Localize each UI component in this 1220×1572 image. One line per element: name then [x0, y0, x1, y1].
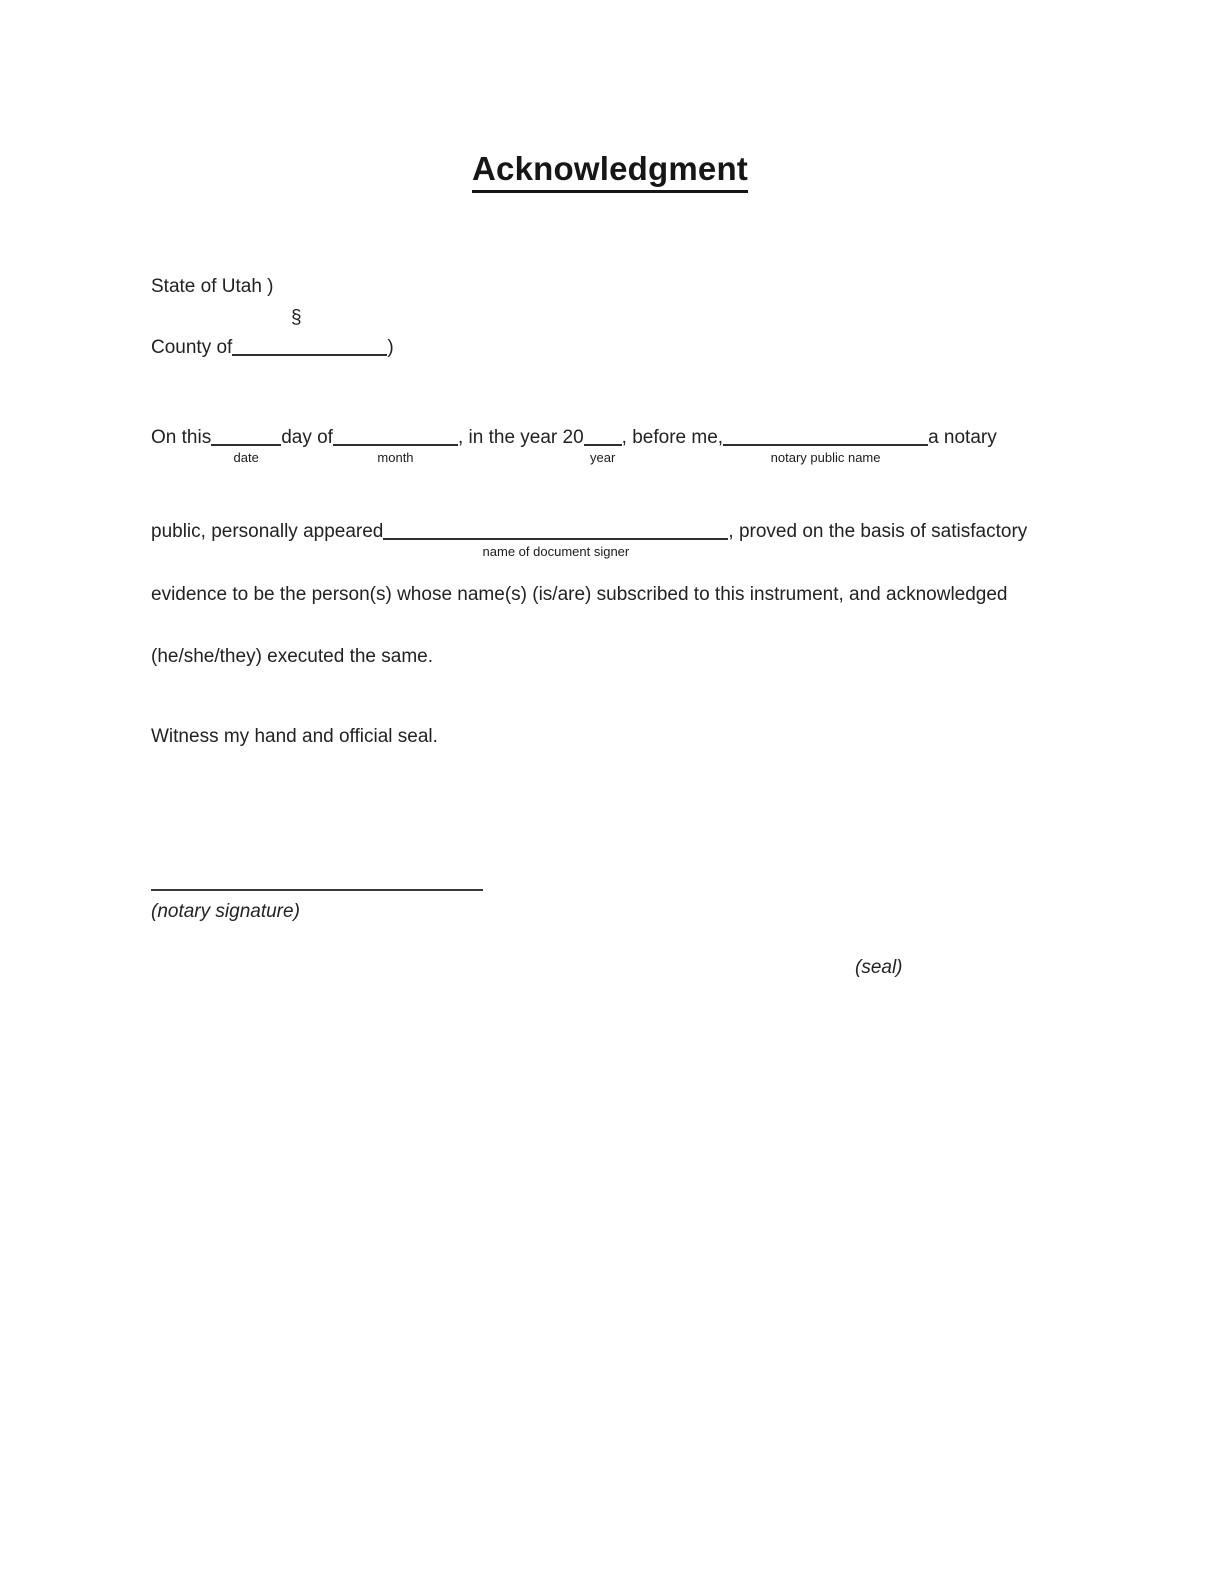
notary-signature-line — [151, 889, 483, 891]
year-blank — [584, 430, 622, 465]
county-blank — [232, 340, 387, 356]
county-prefix: County of — [151, 337, 233, 358]
year-label: year — [590, 450, 616, 465]
date-label: date — [233, 450, 259, 465]
page-title: Acknowledgment — [472, 150, 748, 193]
month-label: month — [377, 450, 414, 465]
county-line — [151, 337, 394, 359]
signer-name-blank — [383, 524, 728, 559]
line1-text-a-notary: a notary — [928, 427, 997, 448]
title-row — [0, 150, 1220, 193]
state-line: State of Utah ) — [151, 276, 274, 297]
county-close-paren: ) — [387, 337, 394, 358]
acknowledgment-line-2 — [151, 521, 1028, 559]
line1-text-on-this: On this — [151, 427, 212, 448]
acknowledgment-line-3: evidence to be the person(s) whose name(s) (is/are) subscribed to this instrument, and acknowledged — [151, 584, 1008, 605]
month-blank — [333, 430, 458, 465]
acknowledgment-line-1 — [151, 427, 997, 465]
line1-text-in-the-year: , in the year 20 — [457, 427, 584, 448]
notary-name-blank — [723, 430, 928, 465]
line1-text-before-me: , before me, — [621, 427, 724, 448]
line2-text-personally-appeared: public, personally appeared — [151, 521, 384, 542]
notary-name-label: notary public name — [770, 450, 881, 465]
acknowledgment-line-4: (he/she/they) executed the same. — [151, 646, 433, 667]
section-symbol: § — [291, 307, 302, 328]
date-blank — [211, 430, 281, 465]
seal-label: (seal) — [855, 957, 903, 978]
line1-text-day-of: day of — [281, 427, 333, 448]
notary-signature-label: (notary signature) — [151, 901, 300, 922]
signer-name-label: name of document signer — [482, 544, 630, 559]
line2-text-proved: , proved on the basis of satisfactory — [728, 521, 1028, 542]
witness-line: Witness my hand and official seal. — [151, 726, 438, 747]
